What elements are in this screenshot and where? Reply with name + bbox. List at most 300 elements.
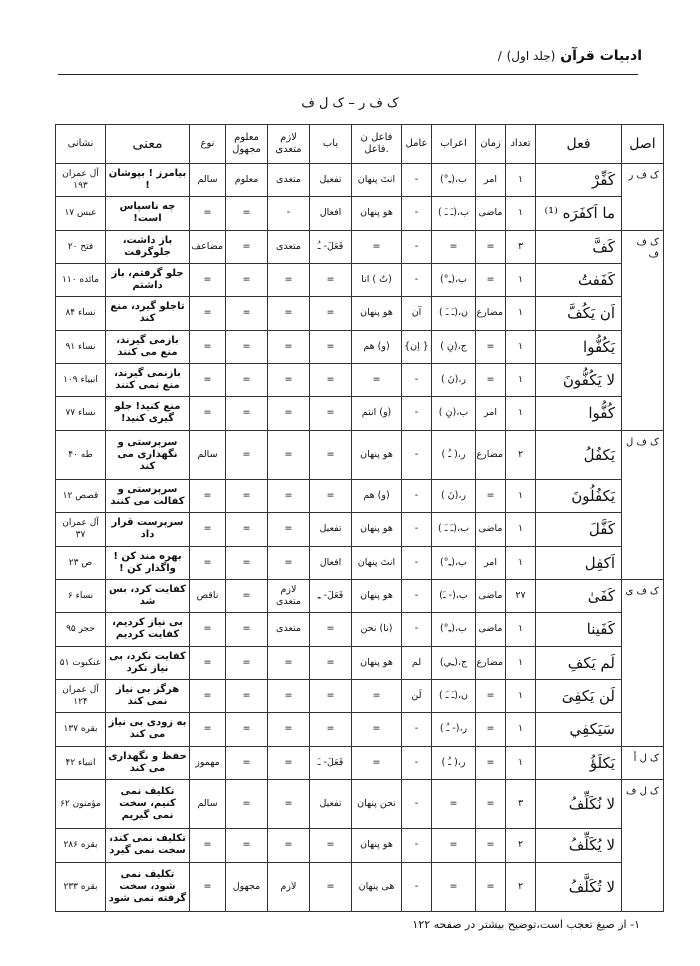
col-header: زمان <box>476 125 506 164</box>
tense-cell: = <box>476 779 506 828</box>
malum-cell: = <box>226 579 268 612</box>
verb-cell: لا نُكَلِّفُ <box>536 779 622 828</box>
bab-cell: فَعَلَ- ـُ <box>310 230 352 263</box>
iarab-cell: = <box>432 862 476 911</box>
fail-cell: (و) انتم <box>352 397 402 430</box>
meaning-cell: کفایت کرد، بس شد <box>106 579 190 612</box>
amil-cell: { اِن} <box>402 330 432 363</box>
malum-cell: = <box>226 679 268 712</box>
lazim-cell: = <box>268 363 310 396</box>
malum-cell: = <box>226 297 268 330</box>
fail-cell: = <box>352 679 402 712</box>
fail-cell: هو پنهان <box>352 579 402 612</box>
tense-cell: = <box>476 479 506 512</box>
meaning-cell: حفظ و نگهداری می کند <box>106 746 190 779</box>
meaning-cell: سرپرست قرار داد <box>106 513 190 546</box>
naw-cell: = <box>190 829 226 862</box>
bab-cell: تفعیل <box>310 779 352 828</box>
col-header: باب <box>310 125 352 164</box>
meaning-cell: بازنمی گیرند، منع نمی کنند <box>106 363 190 396</box>
iarab-cell: ب،(ـَ ـَ ) <box>432 197 476 230</box>
lazim-cell: = <box>268 330 310 363</box>
col-header: فعل <box>536 125 622 164</box>
lazim-cell: = <box>268 713 310 746</box>
address-cell: مائده ۱۱۰ <box>56 263 106 296</box>
volume-label: (جلد اول) <box>506 49 556 63</box>
malum-cell: = <box>226 363 268 396</box>
lazim-cell: = <box>268 679 310 712</box>
table-row <box>56 330 664 363</box>
fail-cell: هو پنهان <box>352 297 402 330</box>
amil-cell: - <box>402 397 432 430</box>
table-row <box>56 430 664 479</box>
naw-cell: مضاعف <box>190 230 226 263</box>
table-row <box>56 613 664 646</box>
address-cell: انبیاء ۴۲ <box>56 746 106 779</box>
verb-cell: لا یُكَلِّفُ <box>536 829 622 862</box>
tense-cell: = <box>476 230 506 263</box>
address-cell: آل عمران ۳۷ <box>56 513 106 546</box>
amil-cell: - <box>402 363 432 396</box>
iarab-cell: ج،(نِ ) <box>432 330 476 363</box>
fail-cell: = <box>352 363 402 396</box>
amil-cell: - <box>402 479 432 512</box>
bab-cell: = <box>310 862 352 911</box>
iarab-cell: ر،(- ـُ ) <box>432 713 476 746</box>
malum-cell: = <box>226 230 268 263</box>
col-header: اعراب <box>432 125 476 164</box>
meaning-cell: بهره مند کن ! واگذار کن ! <box>106 546 190 579</box>
col-header: معنی <box>106 125 190 164</box>
amil-cell: - <box>402 746 432 779</box>
bab-cell: = <box>310 297 352 330</box>
fail-cell: هو پنهان <box>352 197 402 230</box>
lazim-cell: = <box>268 746 310 779</box>
lazim-cell: = <box>268 779 310 828</box>
fail-cell: هی پنهان <box>352 862 402 911</box>
count-cell: ١ <box>506 263 536 296</box>
lazim-cell: = <box>268 397 310 430</box>
fail-cell: = <box>352 230 402 263</box>
naw-cell: = <box>190 363 226 396</box>
malum-cell: = <box>226 829 268 862</box>
table-row <box>56 297 664 330</box>
iarab-cell: ن،(ـَ ـَ ) <box>432 679 476 712</box>
count-cell: ١ <box>506 330 536 363</box>
lazim-cell: = <box>268 646 310 679</box>
address-cell: انبیاء ۱۰۹ <box>56 363 106 396</box>
table-row <box>56 746 664 779</box>
root-cell: ک ل أ <box>622 746 664 779</box>
meaning-cell: بیامرز ! بپوشان ! <box>106 164 190 197</box>
tense-cell: ماضی <box>476 513 506 546</box>
col-header: تعداد <box>506 125 536 164</box>
address-cell: نساء ۷۷ <box>56 397 106 430</box>
count-cell: ٢ <box>506 862 536 911</box>
naw-cell: = <box>190 513 226 546</box>
header-rule <box>58 74 638 75</box>
meaning-cell: تكلیف نمی شود، سخت گرفته نمی شود <box>106 862 190 911</box>
amil-cell: - <box>402 513 432 546</box>
fail-cell: (تُ ) انا <box>352 263 402 296</box>
meaning-cell: کفایت نکرد، بی نیاز نکرد <box>106 646 190 679</box>
meaning-cell: تاجلو گیرد، منع کند <box>106 297 190 330</box>
naw-cell: = <box>190 862 226 911</box>
malum-cell: = <box>226 197 268 230</box>
malum-cell: = <box>226 479 268 512</box>
bab-cell: افعال <box>310 197 352 230</box>
tense-cell: ماضی <box>476 613 506 646</box>
lazim-cell: = <box>268 513 310 546</box>
malum-cell: = <box>226 746 268 779</box>
root-cell: ک ف ل <box>622 430 664 579</box>
address-cell: بقره ۲۳۳ <box>56 862 106 911</box>
lazim-cell: - <box>268 197 310 230</box>
amil-cell: - <box>402 613 432 646</box>
tense-cell: مضارع <box>476 646 506 679</box>
iarab-cell: ب،(ـِ°) <box>432 263 476 296</box>
tense-cell: = <box>476 746 506 779</box>
naw-cell: = <box>190 397 226 430</box>
count-cell: ١ <box>506 513 536 546</box>
iarab-cell: ب،(ـِ°) <box>432 164 476 197</box>
address-cell: حجر ۹۵ <box>56 613 106 646</box>
bab-cell: = <box>310 829 352 862</box>
verb-cell: سَیَكفِي <box>536 713 622 746</box>
count-cell: ۲۷ <box>506 579 536 612</box>
verb-cell: یَكفُلُونَ <box>536 479 622 512</box>
lazim-cell: = <box>268 430 310 479</box>
tense-cell: امر <box>476 546 506 579</box>
lazim-cell: = <box>268 297 310 330</box>
malum-cell: = <box>226 613 268 646</box>
malum-cell: = <box>226 713 268 746</box>
tense-cell: امر <box>476 164 506 197</box>
iarab-cell: ر،(نَ ) <box>432 479 476 512</box>
naw-cell: سالم <box>190 164 226 197</box>
meaning-cell: جلو گرفتم، باز داشتم <box>106 263 190 296</box>
fail-cell: هو پنهان <box>352 646 402 679</box>
bab-cell: فَعَلَ- ـِ <box>310 579 352 612</box>
bab-cell: = <box>310 479 352 512</box>
bab-cell: تفعیل <box>310 513 352 546</box>
verb-cell: كَفَفتُ <box>536 263 622 296</box>
col-header: عامل <box>402 125 432 164</box>
verb-cell: لَم یَكفِ <box>536 646 622 679</box>
table-row <box>56 579 664 612</box>
iarab-cell: = <box>432 779 476 828</box>
naw-cell: = <box>190 546 226 579</box>
naw-cell: = <box>190 646 226 679</box>
count-cell: ٢ <box>506 829 536 862</box>
table-row <box>56 363 664 396</box>
tense-cell: ماضی <box>476 197 506 230</box>
tense-cell: امر <box>476 397 506 430</box>
amil-cell: - <box>402 579 432 612</box>
count-cell: ٣ <box>506 230 536 263</box>
address-cell: فتح ۲۰ <box>56 230 106 263</box>
iarab-cell: = <box>432 829 476 862</box>
header-separator: / <box>497 49 502 63</box>
verb-cell: یَکُفُّوا <box>536 330 622 363</box>
address-cell: عنکبوت ۵۱ <box>56 646 106 679</box>
meaning-cell: چه ناسپاس است! <box>106 197 190 230</box>
amil-cell: - <box>402 546 432 579</box>
count-cell: ١ <box>506 646 536 679</box>
tense-cell: مضارع <box>476 430 506 479</box>
col-header: نوع <box>190 125 226 164</box>
meaning-cell: بازمی گیرند، منع می کنند <box>106 330 190 363</box>
address-cell: آل عمران ۱۲۴ <box>56 679 106 712</box>
address-cell: نساء ۶ <box>56 579 106 612</box>
verb-cell: كُفُّوا <box>536 397 622 430</box>
table-row <box>56 779 664 828</box>
amil-cell: - <box>402 230 432 263</box>
verb-cell: لا تُكَلَّفُ <box>536 862 622 911</box>
malum-cell: = <box>226 779 268 828</box>
malum-cell: = <box>226 330 268 363</box>
count-cell: ٣ <box>506 779 536 828</box>
naw-cell: ناقص <box>190 579 226 612</box>
iarab-cell: ر،(نَ ) <box>432 363 476 396</box>
tense-cell: = <box>476 330 506 363</box>
table-row <box>56 862 664 911</box>
bab-cell: = <box>310 613 352 646</box>
address-cell: ص ۲۳ <box>56 546 106 579</box>
verb-cell: كَفَىٰ <box>536 579 622 612</box>
root-cell: ک ف ف <box>622 230 664 430</box>
naw-cell: = <box>190 263 226 296</box>
meaning-cell: تكلیف نمی کند، سخت نمی گیرد <box>106 829 190 862</box>
section-title: ک ف ر – ک ل ف <box>301 96 399 111</box>
table-row <box>56 263 664 296</box>
lazim-cell: لازم <box>268 862 310 911</box>
malum-cell: = <box>226 430 268 479</box>
root-cell: ک ف ی <box>622 579 664 746</box>
count-cell: ١ <box>506 679 536 712</box>
iarab-cell: ب،(ـِ°) <box>432 613 476 646</box>
count-cell: ١ <box>506 164 536 197</box>
table-row <box>56 546 664 579</box>
verb-cell: كَفِّرْ <box>536 164 622 197</box>
verb-cell: یَكلَؤُ <box>536 746 622 779</box>
meaning-cell: منع کنید! جلو گیری کنید! <box>106 397 190 430</box>
iarab-cell: ر،( ـُ ) <box>432 430 476 479</box>
fail-cell: هو پنهان <box>352 513 402 546</box>
verb-cell: اَن یَکُفَّ <box>536 297 622 330</box>
verb-cell: كَفَینا <box>536 613 622 646</box>
tense-cell: = <box>476 829 506 862</box>
root-cell: ک ف ر <box>622 164 664 231</box>
verb-cell: یَكفُلُ <box>536 430 622 479</box>
table-row <box>56 164 664 197</box>
meaning-cell: تكلیف نمی كنیم، سخت نمی گیریم <box>106 779 190 828</box>
naw-cell: = <box>190 713 226 746</box>
col-header: لازم متعدی <box>268 125 310 164</box>
fail-cell: (و) هم <box>352 479 402 512</box>
table-row <box>56 713 664 746</box>
col-header: معلوم مجهول <box>226 125 268 164</box>
amil-cell: - <box>402 263 432 296</box>
bab-cell: = <box>310 646 352 679</box>
bab-cell: = <box>310 363 352 396</box>
verb-cell: ما اَکفَرَه ⁽¹⁾ <box>536 197 622 230</box>
footnote: ١- از صیغ تعجب است،توضیح بیشتر در صفحه ١٢٢ <box>412 918 640 931</box>
table-header-row <box>56 125 664 164</box>
amil-cell: آن <box>402 297 432 330</box>
col-header: اصل <box>622 125 664 164</box>
bab-cell: فَعَلَ- ـَ <box>310 746 352 779</box>
count-cell: ١ <box>506 479 536 512</box>
meaning-cell: هرگز بی نیاز نمی کند <box>106 679 190 712</box>
meaning-cell: سرپرستی و نگهداری می کند <box>106 430 190 479</box>
naw-cell: = <box>190 197 226 230</box>
count-cell: ١ <box>506 713 536 746</box>
iarab-cell: ب،(ـِ°) <box>432 546 476 579</box>
lazim-cell: = <box>268 546 310 579</box>
meaning-cell: به زودی بی نیاز می کند <box>106 713 190 746</box>
amil-cell: - <box>402 430 432 479</box>
fail-cell: (و) هم <box>352 330 402 363</box>
bab-cell: = <box>310 263 352 296</box>
address-cell: عبس ۱۷ <box>56 197 106 230</box>
tense-cell: = <box>476 363 506 396</box>
verb-cell: كَفَّ <box>536 230 622 263</box>
amil-cell: - <box>402 164 432 197</box>
lazim-cell: = <box>268 829 310 862</box>
lazim-cell: متعدی <box>268 164 310 197</box>
address-cell: بقره ۲۸۶ <box>56 829 106 862</box>
naw-cell: = <box>190 679 226 712</box>
address-cell: مؤمنون ۶۲ <box>56 779 106 828</box>
fail-cell: انتَ پنهان <box>352 546 402 579</box>
table-row <box>56 230 664 263</box>
lazim-cell: = <box>268 479 310 512</box>
table-row <box>56 829 664 862</box>
page-header <box>58 48 642 70</box>
amil-cell: - <box>402 713 432 746</box>
iarab-cell: ب،(نِ ) <box>432 397 476 430</box>
lazim-cell: = <box>268 263 310 296</box>
meaning-cell: بی نیاز کردیم، کفایت کردیم <box>106 613 190 646</box>
table-row <box>56 513 664 546</box>
table-row <box>56 479 664 512</box>
bab-cell: = <box>310 397 352 430</box>
tense-cell: = <box>476 263 506 296</box>
table-row <box>56 197 664 230</box>
count-cell: ١ <box>506 546 536 579</box>
root-cell: ک ل ف <box>622 779 664 911</box>
tense-cell: = <box>476 679 506 712</box>
amil-cell: - <box>402 829 432 862</box>
iarab-cell: = <box>432 230 476 263</box>
table-row <box>56 679 664 712</box>
verb-cell: لَن یَكفِیَ <box>536 679 622 712</box>
malum-cell: = <box>226 546 268 579</box>
iarab-cell: ج،(ـِي) <box>432 646 476 679</box>
address-cell: قصص ۱۲ <box>56 479 106 512</box>
amil-cell: - <box>402 779 432 828</box>
lazim-cell: متعدی <box>268 613 310 646</box>
count-cell: ١ <box>506 363 536 396</box>
lazim-cell: متعدی <box>268 230 310 263</box>
fail-cell: نحن پنهان <box>352 779 402 828</box>
fail-cell: = <box>352 746 402 779</box>
count-cell: ١ <box>506 197 536 230</box>
fail-cell: هو پنهان <box>352 829 402 862</box>
naw-cell: = <box>190 330 226 363</box>
amil-cell: - <box>402 197 432 230</box>
naw-cell: سالم <box>190 779 226 828</box>
count-cell: ١ <box>506 397 536 430</box>
bab-cell: = <box>310 430 352 479</box>
bab-cell: تفعیل <box>310 164 352 197</box>
table-row <box>56 397 664 430</box>
malum-cell: = <box>226 397 268 430</box>
bab-cell: = <box>310 330 352 363</box>
amil-cell: - <box>402 862 432 911</box>
amil-cell: لم <box>402 646 432 679</box>
malum-cell: = <box>226 646 268 679</box>
address-cell: نساء ۹۱ <box>56 330 106 363</box>
fail-cell: = <box>352 713 402 746</box>
book-title: ادبیات قرآن <box>560 48 642 64</box>
naw-cell: = <box>190 479 226 512</box>
iarab-cell: ب،(ـَ ـَ ) <box>432 513 476 546</box>
address-cell: بقره ۱۳۷ <box>56 713 106 746</box>
malum-cell: معلوم <box>226 164 268 197</box>
naw-cell: سالم <box>190 430 226 479</box>
malum-cell: = <box>226 263 268 296</box>
iarab-cell: ب،(- ـَ) <box>432 579 476 612</box>
col-header: نشانی <box>56 125 106 164</box>
verb-cell: كَفَّلَ <box>536 513 622 546</box>
bab-cell: افعال <box>310 546 352 579</box>
col-header: فاعل ن .فاعل <box>352 125 402 164</box>
verb-cell: لا یَکُفُّونَ <box>536 363 622 396</box>
count-cell: ١ <box>506 297 536 330</box>
address-cell: آل عمران ۱۹۳ <box>56 164 106 197</box>
iarab-cell: ر،( ـُ ) <box>432 746 476 779</box>
address-cell: طه ۴۰ <box>56 430 106 479</box>
count-cell: ١ <box>506 746 536 779</box>
tense-cell: = <box>476 862 506 911</box>
fail-cell: هو پنهان <box>352 430 402 479</box>
fail-cell: انتَ پنهان <box>352 164 402 197</box>
bab-cell: = <box>310 713 352 746</box>
fail-cell: (نا) نحن <box>352 613 402 646</box>
tense-cell: ماضی <box>476 579 506 612</box>
meaning-cell: سرپرستی و كفالت می کنند <box>106 479 190 512</box>
verb-cell: اَكفِل <box>536 546 622 579</box>
count-cell: ١ <box>506 613 536 646</box>
tense-cell: مضارع <box>476 297 506 330</box>
amil-cell: لَن <box>402 679 432 712</box>
table-row <box>56 646 664 679</box>
tense-cell: = <box>476 713 506 746</box>
malum-cell: مجهول <box>226 862 268 911</box>
iarab-cell: ن،(ـَ ـَ ) <box>432 297 476 330</box>
count-cell: ٢ <box>506 430 536 479</box>
lazim-cell: لازم متعدی <box>268 579 310 612</box>
naw-cell: = <box>190 613 226 646</box>
naw-cell: = <box>190 297 226 330</box>
verb-table <box>55 124 664 912</box>
naw-cell: مهموز <box>190 746 226 779</box>
malum-cell: = <box>226 513 268 546</box>
bab-cell: = <box>310 679 352 712</box>
meaning-cell: باز داشت، جلوگرفت <box>106 230 190 263</box>
